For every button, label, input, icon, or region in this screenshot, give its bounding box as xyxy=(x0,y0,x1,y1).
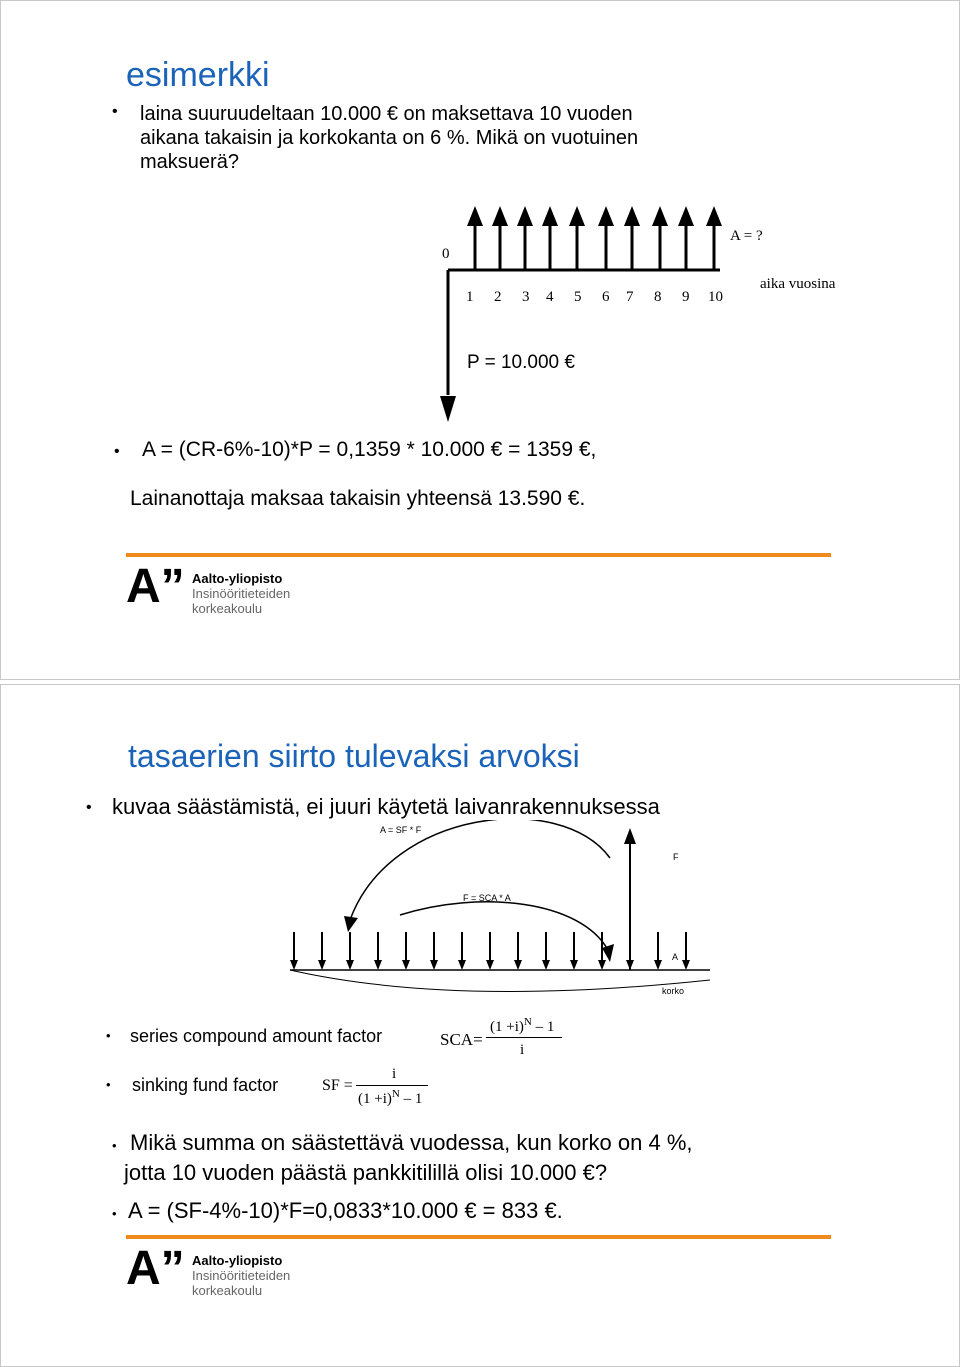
formula-line: A = (CR-6%-10)*P = 0,1359 * 10.000 € = 1359 €, xyxy=(142,438,597,461)
bullet-line: jotta 10 vuoden päästä pankkitilillä olisi 10.000 €? xyxy=(124,1160,608,1185)
sca-formula-numerator xyxy=(490,1016,554,1036)
bullet-dot: • xyxy=(112,103,118,120)
period-label: 7 xyxy=(626,289,634,305)
accent-bar xyxy=(126,553,831,557)
interest-label: korko xyxy=(662,986,685,996)
payment-arrow-head xyxy=(706,206,722,226)
bullet-text: sinking fund factor xyxy=(132,1075,279,1095)
deposit-arrow-head xyxy=(290,960,298,970)
slide-1-title: esimerkki xyxy=(126,56,270,94)
deposit-arrow-head xyxy=(542,960,550,970)
bullet-dot: • xyxy=(112,1138,117,1153)
sca-numerator-base: (1 +i) xyxy=(490,1019,524,1035)
interest-curve xyxy=(290,970,710,991)
aalto-logo-mark: A” xyxy=(126,1242,185,1295)
bullet-text xyxy=(140,102,638,174)
sf-formula-numerator: i xyxy=(392,1066,397,1082)
aalto-logo-mark: A” xyxy=(126,560,185,613)
aalto-logo-text xyxy=(192,571,290,616)
period-label: 2 xyxy=(494,289,502,305)
total-line: Lainanottaja maksaa takaisin yhteensä 13.590 €. xyxy=(130,487,586,510)
sca-curve xyxy=(400,902,608,950)
accent-bar xyxy=(126,1235,831,1239)
axis-label: aika vuosina xyxy=(760,276,836,292)
sca-relation-label: F = SCA * A xyxy=(463,893,511,903)
payment-arrow-head xyxy=(598,206,614,226)
future-value-arrow-head xyxy=(624,828,636,844)
bullet-dot: • xyxy=(86,799,92,816)
period-label: 10 xyxy=(708,289,723,305)
sca-formula-lhs: SCA= xyxy=(440,1030,483,1049)
sca-formula-denominator: i xyxy=(520,1042,525,1058)
period-label: 6 xyxy=(602,289,610,305)
bullet-line: laina suuruudeltaan 10.000 € on maksettava 10 vuoden xyxy=(140,103,633,125)
origin-label: 0 xyxy=(442,246,450,262)
logo-line: Insinööritieteiden xyxy=(192,586,291,601)
logo-line: Aalto-yliopisto xyxy=(192,571,283,586)
bullet-dot: • xyxy=(112,1206,117,1221)
sf-relation-label: A = SF * F xyxy=(380,825,422,835)
sf-formula-lhs: SF = xyxy=(322,1077,353,1094)
principal-label: P = 10.000 € xyxy=(467,352,575,373)
deposit-arrow-head xyxy=(458,960,466,970)
bullet-dot: • xyxy=(106,1028,111,1043)
deposit-arrow-head xyxy=(626,960,634,970)
sca-minus-one: – 1 xyxy=(535,1019,555,1035)
cash-flow-diagram xyxy=(420,200,890,430)
bullet-text: A = (SF-4%-10)*F=0,0833*10.000 € = 833 €. xyxy=(128,1198,563,1223)
deposit-arrow-head xyxy=(598,960,606,970)
sca-curve-head xyxy=(602,944,614,962)
payment-arrow-head xyxy=(542,206,558,226)
deposit-arrow-head xyxy=(514,960,522,970)
deposit-arrow-head xyxy=(402,960,410,970)
logo-line: korkeakoulu xyxy=(192,601,263,616)
payment-arrow-head xyxy=(467,206,483,226)
deposit-arrow-head xyxy=(570,960,578,970)
annuity-label: A xyxy=(672,952,679,962)
period-label: 4 xyxy=(546,289,554,305)
deposit-arrow-head xyxy=(318,960,326,970)
deposit-arrow-head xyxy=(486,960,494,970)
slide-2-title: tasaerien siirto tulevaksi arvoksi xyxy=(128,738,580,774)
payment-arrow-head xyxy=(569,206,585,226)
logo-line: Insinööritieteiden xyxy=(192,1268,291,1283)
bullet-dot: • xyxy=(114,443,120,460)
bullet-text: series compound amount factor xyxy=(130,1026,383,1046)
deposit-arrow-head xyxy=(374,960,382,970)
payment-label: A = ? xyxy=(730,228,763,244)
sf-exponent: N xyxy=(391,1088,400,1100)
period-label: 3 xyxy=(522,289,530,305)
sf-curve xyxy=(350,820,610,920)
deposit-arrow-head xyxy=(430,960,438,970)
logo-line: korkeakoulu xyxy=(192,1283,263,1298)
sf-fraction-bar xyxy=(356,1085,428,1086)
bullet-line: maksuerä? xyxy=(140,151,239,173)
principal-arrow-head xyxy=(440,396,456,422)
payment-arrow-head xyxy=(492,206,508,226)
payment-arrow-head xyxy=(652,206,668,226)
bullet-line: Mikä summa on säästettävä vuodessa, kun korko on 4 %, xyxy=(130,1130,693,1155)
period-label: 9 xyxy=(682,289,690,305)
sca-fraction-bar xyxy=(486,1037,562,1038)
future-value-label: F xyxy=(673,852,679,862)
aalto-logo-text xyxy=(192,1253,290,1298)
sf-minus-one: – 1 xyxy=(403,1091,423,1107)
sf-denominator-base: (1 +i) xyxy=(358,1091,392,1107)
payment-arrow-head xyxy=(678,206,694,226)
logo-line: Aalto-yliopisto xyxy=(192,1253,283,1268)
bullet-line: aikana takaisin ja korkokanta on 6 %. Mikä on vuotuinen xyxy=(140,127,639,149)
bullet-text: kuvaa säästämistä, ei juuri käytetä laivanrakennuksessa xyxy=(112,794,660,819)
payment-arrow-head xyxy=(624,206,640,226)
period-label: 1 xyxy=(466,289,474,305)
payment-arrow-head xyxy=(517,206,533,226)
sf-formula-denominator xyxy=(358,1088,422,1108)
period-label: 5 xyxy=(574,289,582,305)
bullet-text xyxy=(124,1128,693,1188)
sf-curve-head xyxy=(344,916,358,932)
sca-exponent: N xyxy=(523,1016,532,1028)
bullet-dot: • xyxy=(106,1077,111,1092)
period-label: 8 xyxy=(654,289,662,305)
deposit-arrow-head xyxy=(346,960,354,970)
deposit-arrow-head xyxy=(654,960,662,970)
deposit-arrow-head xyxy=(682,960,690,970)
